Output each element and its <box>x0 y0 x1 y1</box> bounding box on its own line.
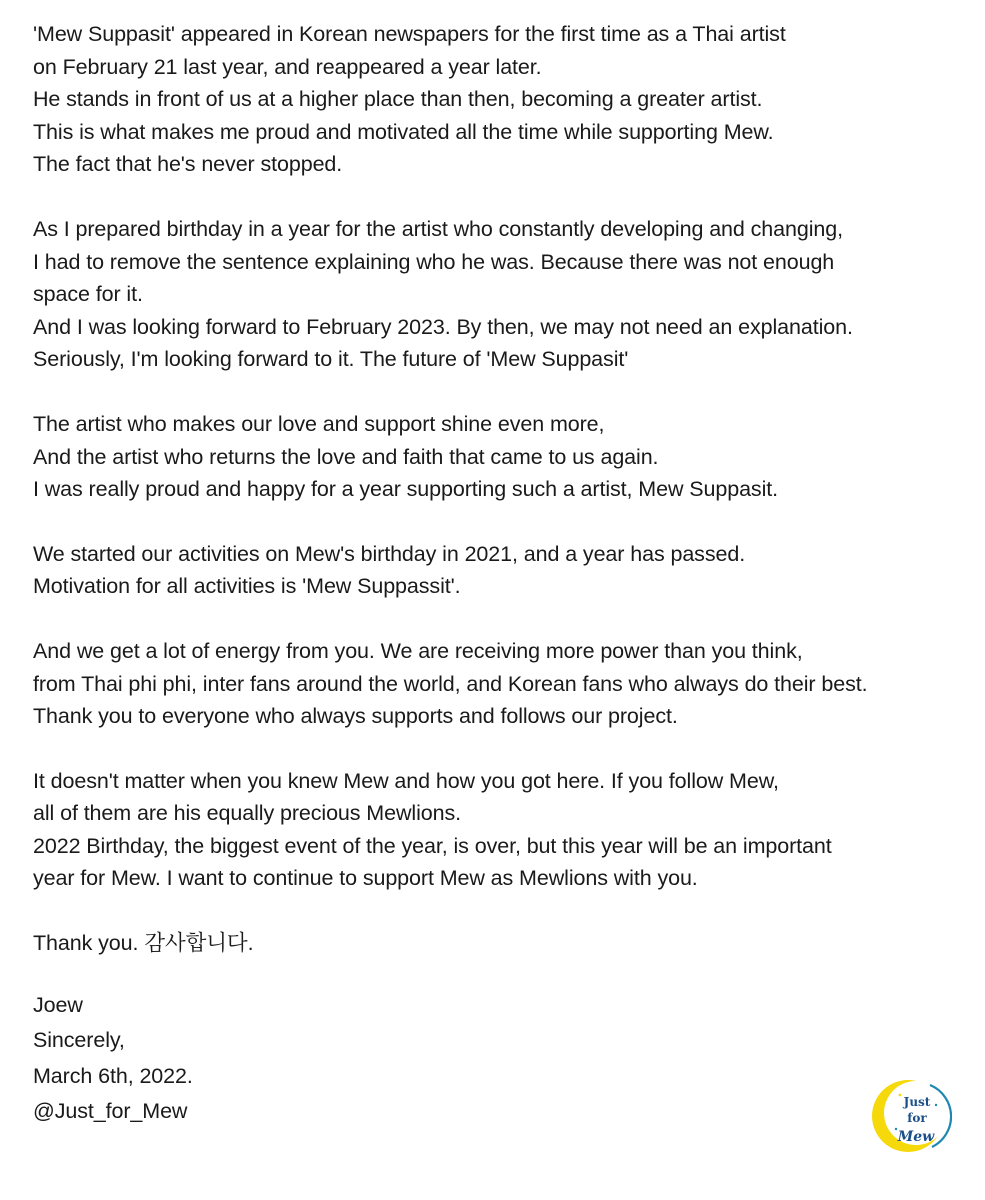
paragraph-3 <box>33 408 973 506</box>
letter-body <box>33 18 973 1130</box>
signature-name: Joew <box>33 992 83 1017</box>
text-line: all of them are his equally precious Mewlions. <box>33 801 461 826</box>
paragraph-thanks <box>33 927 973 960</box>
text-line: And I was looking forward to February 2023. By then, we may not need an explanation. <box>33 314 853 339</box>
text-line: Thank you to everyone who always supports and follows our project. <box>33 704 678 729</box>
signature-closing: Sincerely, <box>33 1028 125 1053</box>
text-line: from Thai phi phi, inter fans around the world, and Korean fans who always do their best. <box>33 671 868 696</box>
paragraph-5 <box>33 635 973 733</box>
text-line: space for it. <box>33 282 143 307</box>
text-line: As I prepared birthday in a year for the artist who constantly developing and changing, <box>33 216 843 241</box>
paragraph-2 <box>33 213 973 376</box>
logo-text-just: Just <box>903 1095 931 1109</box>
paragraph-4 <box>33 538 973 603</box>
text-line: year for Mew. I want to continue to support Mew as Mewlions with you. <box>33 866 698 891</box>
signature-date: March 6th, 2022. <box>33 1063 193 1088</box>
text-line: Motivation for all activities is 'Mew Suppassit'. <box>33 574 461 599</box>
logo-text-for: for <box>907 1111 927 1125</box>
signature-block <box>33 988 973 1130</box>
text-line: I was really proud and happy for a year supporting such a artist, Mew Suppasit. <box>33 477 778 502</box>
text-line: 'Mew Suppasit' appeared in Korean newspapers for the first time as a Thai artist <box>33 22 786 46</box>
paragraph-6 <box>33 765 973 895</box>
text-line: And the artist who returns the love and faith that came to us again. <box>33 444 659 469</box>
text-line: It doesn't matter when you knew Mew and how you got here. If you follow Mew, <box>33 768 779 793</box>
just-for-mew-logo <box>870 1075 952 1157</box>
text-line: And we get a lot of energy from you. We are receiving more power than you think, <box>33 638 803 663</box>
paragraph-1 <box>33 18 973 181</box>
text-line: I had to remove the sentence explaining who he was. Because there was not enough <box>33 249 835 274</box>
text-line: The fact that he's never stopped. <box>33 152 343 177</box>
logo-text-mew: Mew <box>897 1129 935 1145</box>
sparkle-dot <box>935 1104 937 1106</box>
signature-handle: @Just_for_Mew <box>33 1099 188 1124</box>
text-line: He stands in front of us at a higher place than then, becoming a greater artist. <box>33 87 763 112</box>
text-line: Thank you. 감사합니다. <box>33 931 254 956</box>
sparkle-dot <box>899 1094 902 1097</box>
text-line: Seriously, I'm looking forward to it. The future of 'Mew Suppasit' <box>33 347 629 372</box>
text-line: The artist who makes our love and support shine even more, <box>33 411 605 436</box>
logo-graphic <box>870 1075 952 1157</box>
text-line: 2022 Birthday, the biggest event of the year, is over, but this year will be an important <box>33 833 832 858</box>
text-line: on February 21 last year, and reappeared a year later. <box>33 54 542 79</box>
text-line: We started our activities on Mew's birthday in 2021, and a year has passed. <box>33 541 746 566</box>
text-line: This is what makes me proud and motivated all the time while supporting Mew. <box>33 119 774 144</box>
